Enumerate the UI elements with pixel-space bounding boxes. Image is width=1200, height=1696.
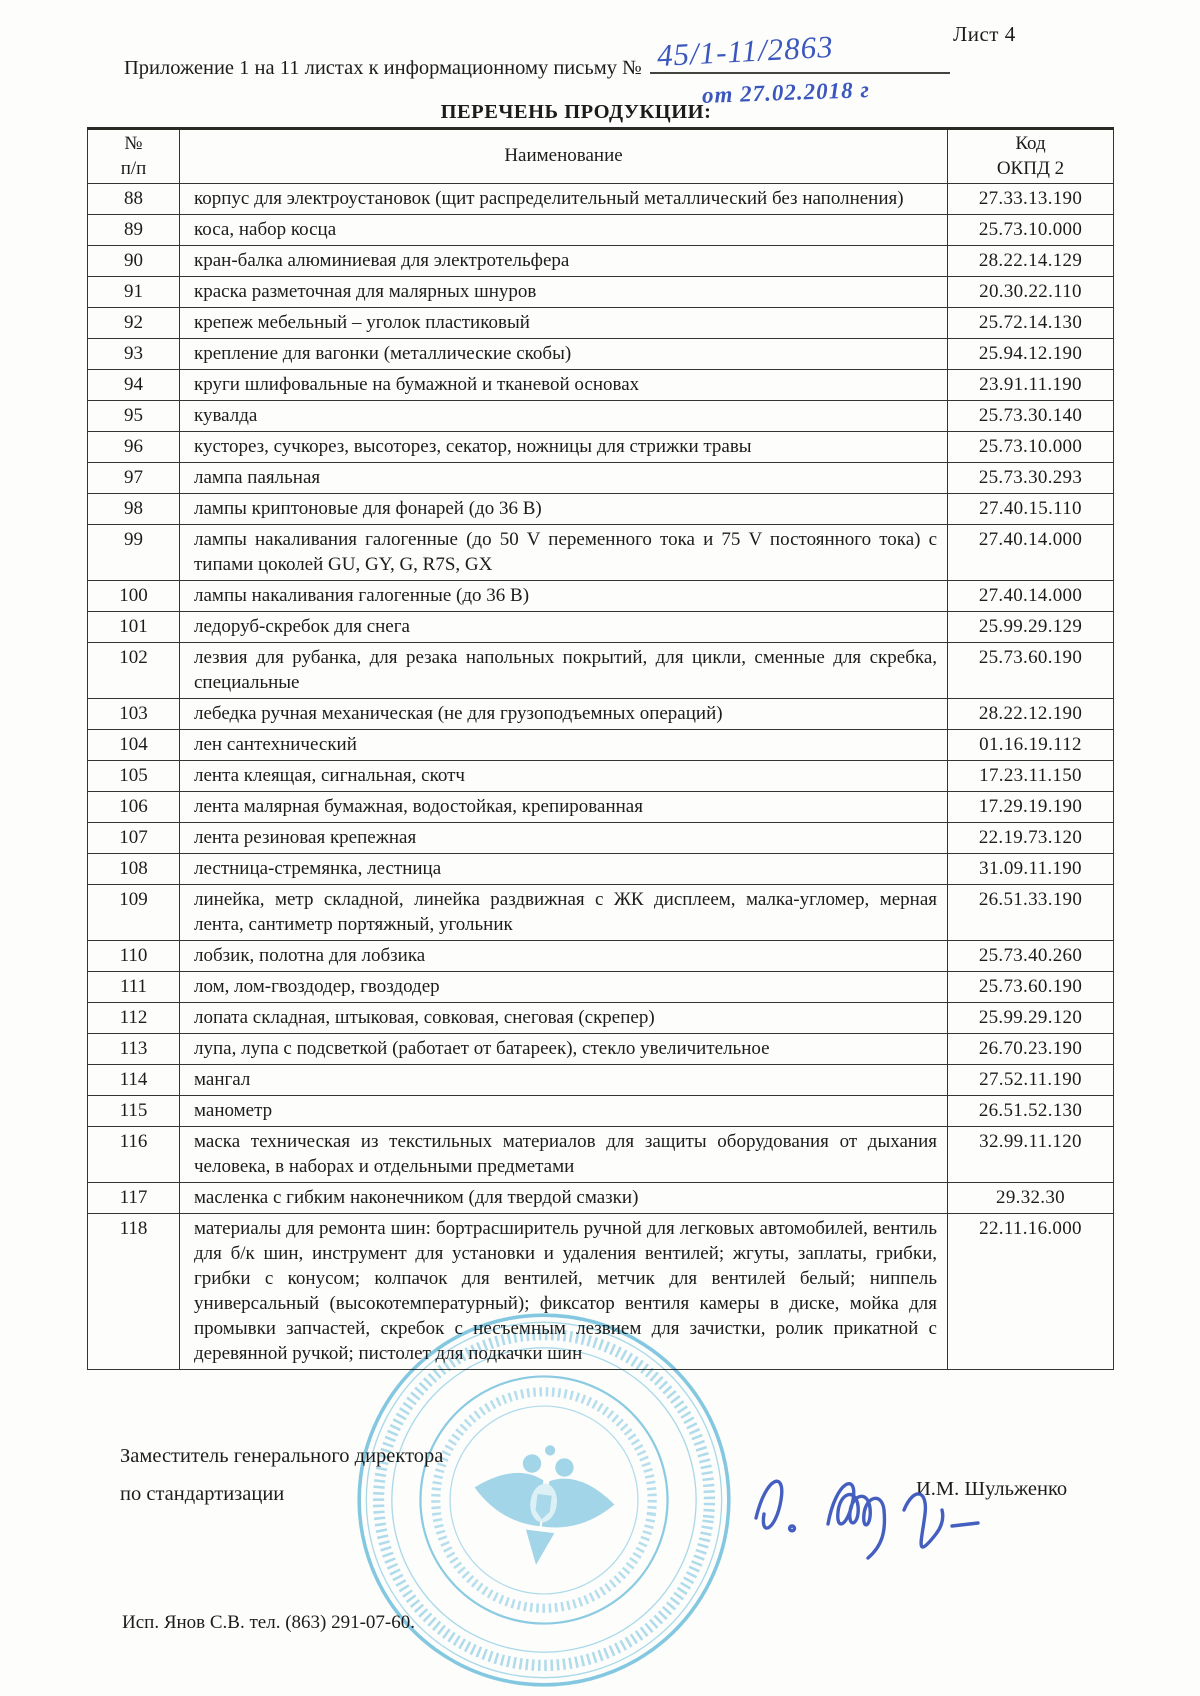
table-row bbox=[88, 1183, 1114, 1214]
handwritten-date: от 27.02.2018 г bbox=[701, 77, 871, 108]
signer-name: И.М. Шульженко bbox=[916, 1478, 1068, 1500]
row-number: 118 bbox=[88, 1214, 180, 1370]
row-number: 102 bbox=[88, 643, 180, 699]
table-row bbox=[88, 432, 1114, 463]
row-okpd-code: 01.16.19.112 bbox=[948, 730, 1114, 761]
row-number: 96 bbox=[88, 432, 180, 463]
row-number: 100 bbox=[88, 581, 180, 612]
row-name: лебедка ручная механическая (не для грузоподъемных операций) bbox=[180, 699, 948, 730]
row-name: лопата складная, штыковая, совковая, снеговая (скрепер) bbox=[180, 1003, 948, 1034]
row-name: корпус для электроустановок (щит распределительный металлический без наполнения) bbox=[180, 184, 948, 215]
row-okpd-code: 31.09.11.190 bbox=[948, 854, 1114, 885]
table-row bbox=[88, 761, 1114, 792]
row-okpd-code: 25.73.30.293 bbox=[948, 463, 1114, 494]
row-number: 113 bbox=[88, 1034, 180, 1065]
row-number: 110 bbox=[88, 941, 180, 972]
table-row bbox=[88, 494, 1114, 525]
row-number: 89 bbox=[88, 215, 180, 246]
table-row bbox=[88, 792, 1114, 823]
row-okpd-code: 25.73.40.260 bbox=[948, 941, 1114, 972]
table-row bbox=[88, 612, 1114, 643]
table-row bbox=[88, 308, 1114, 339]
row-okpd-code: 28.22.12.190 bbox=[948, 699, 1114, 730]
row-number: 98 bbox=[88, 494, 180, 525]
table-row bbox=[88, 401, 1114, 432]
table-row bbox=[88, 463, 1114, 494]
row-okpd-code: 26.51.52.130 bbox=[948, 1096, 1114, 1127]
row-number: 116 bbox=[88, 1127, 180, 1183]
row-number: 94 bbox=[88, 370, 180, 401]
row-name: маска техническая из текстильных материалов для защиты оборудования от дыхания человека, в наборах и отдельными предметами bbox=[180, 1127, 948, 1183]
row-name: круги шлифовальные на бумажной и тканевой основах bbox=[180, 370, 948, 401]
row-name: кувалда bbox=[180, 401, 948, 432]
row-number: 99 bbox=[88, 525, 180, 581]
table-row bbox=[88, 1127, 1114, 1183]
row-number: 107 bbox=[88, 823, 180, 854]
row-number: 90 bbox=[88, 246, 180, 277]
header-name: Наименование bbox=[180, 129, 948, 184]
row-name: крепление для вагонки (металлические скобы) bbox=[180, 339, 948, 370]
row-name: лезвия для рубанка, для резака напольных покрытий, для цикли, сменные для скребка, специальные bbox=[180, 643, 948, 699]
row-okpd-code: 29.32.30 bbox=[948, 1183, 1114, 1214]
row-name: мангал bbox=[180, 1065, 948, 1096]
table-row bbox=[88, 1065, 1114, 1096]
appendix-note bbox=[124, 28, 950, 80]
row-okpd-code: 25.73.10.000 bbox=[948, 215, 1114, 246]
row-number: 114 bbox=[88, 1065, 180, 1096]
row-number: 104 bbox=[88, 730, 180, 761]
table-row bbox=[88, 972, 1114, 1003]
row-number: 92 bbox=[88, 308, 180, 339]
row-okpd-code: 23.91.11.190 bbox=[948, 370, 1114, 401]
row-okpd-code: 28.22.14.129 bbox=[948, 246, 1114, 277]
row-name: лента клеящая, сигнальная, скотч bbox=[180, 761, 948, 792]
table-row bbox=[88, 1214, 1114, 1370]
letter-number-line bbox=[650, 28, 950, 74]
table-row bbox=[88, 885, 1114, 941]
document-title: ПЕРЕЧЕНЬ ПРОДУКЦИИ: bbox=[440, 101, 712, 123]
row-okpd-code: 26.51.33.190 bbox=[948, 885, 1114, 941]
table-row bbox=[88, 699, 1114, 730]
table-row bbox=[88, 730, 1114, 761]
row-okpd-code: 25.73.60.190 bbox=[948, 643, 1114, 699]
executor-contact: Исп. Янов С.В. тел. (863) 291-07-60. bbox=[122, 1612, 416, 1633]
row-number: 109 bbox=[88, 885, 180, 941]
row-name: лента резиновая крепежная bbox=[180, 823, 948, 854]
signer-title: Заместитель генерального директора по стандартизации bbox=[120, 1445, 444, 1505]
row-okpd-code: 17.29.19.190 bbox=[948, 792, 1114, 823]
row-name: лобзик, полотна для лобзика bbox=[180, 941, 948, 972]
product-table-body bbox=[88, 184, 1114, 1370]
row-name: материалы для ремонта шин: бортрасширитель ручной для легковых автомобилей, вентиль для б/к шин, инструмент для установки и удаления вентилей; жгуты, заплаты, грибки, грибки с конусом; колпачок для вентилей, метчик для вентилей белый; ниппель универсальный (высокотемпературный); фиксатор вентиля камеры в диске, мойка для промывки запчастей, скребок с несъемным лезвием для зачистки, ролик прикатной с деревянной ручкой; пистолет для подкачки шин bbox=[180, 1214, 948, 1370]
row-name: коса, набор косца bbox=[180, 215, 948, 246]
table-row bbox=[88, 246, 1114, 277]
row-okpd-code: 27.52.11.190 bbox=[948, 1065, 1114, 1096]
row-number: 97 bbox=[88, 463, 180, 494]
row-okpd-code: 27.40.15.110 bbox=[948, 494, 1114, 525]
row-okpd-code: 27.33.13.190 bbox=[948, 184, 1114, 215]
row-number: 88 bbox=[88, 184, 180, 215]
row-name: манометр bbox=[180, 1096, 948, 1127]
row-name: лампы криптоновые для фонарей (до 36 В) bbox=[180, 494, 948, 525]
handwritten-letter-number: 45/1-11/2863 bbox=[655, 28, 835, 74]
row-okpd-code: 27.40.14.000 bbox=[948, 581, 1114, 612]
table-row bbox=[88, 339, 1114, 370]
row-number: 117 bbox=[88, 1183, 180, 1214]
row-okpd-code: 25.73.60.190 bbox=[948, 972, 1114, 1003]
row-number: 101 bbox=[88, 612, 180, 643]
row-number: 91 bbox=[88, 277, 180, 308]
row-name: масленка с гибким наконечником (для твердой смазки) bbox=[180, 1183, 948, 1214]
row-name: крепеж мебельный – уголок пластиковый bbox=[180, 308, 948, 339]
table-row bbox=[88, 525, 1114, 581]
row-okpd-code: 25.94.12.190 bbox=[948, 339, 1114, 370]
row-name: краска разметочная для малярных шнуров bbox=[180, 277, 948, 308]
row-okpd-code: 17.23.11.150 bbox=[948, 761, 1114, 792]
table-row bbox=[88, 215, 1114, 246]
header-code: Код ОКПД 2 bbox=[948, 129, 1114, 184]
row-number: 103 bbox=[88, 699, 180, 730]
row-name: лен сантехнический bbox=[180, 730, 948, 761]
row-number: 95 bbox=[88, 401, 180, 432]
table-row bbox=[88, 370, 1114, 401]
row-number: 108 bbox=[88, 854, 180, 885]
table-row bbox=[88, 581, 1114, 612]
double-headed-eagle-icon bbox=[466, 1437, 621, 1574]
row-okpd-code: 32.99.11.120 bbox=[948, 1127, 1114, 1183]
row-okpd-code: 27.40.14.000 bbox=[948, 525, 1114, 581]
row-name: кусторез, сучкорез, высоторез, секатор, ножницы для стрижки травы bbox=[180, 432, 948, 463]
row-okpd-code: 25.73.10.000 bbox=[948, 432, 1114, 463]
row-name: лупа, лупа с подсветкой (работает от батареек), стекло увеличительное bbox=[180, 1034, 948, 1065]
table-row bbox=[88, 823, 1114, 854]
sheet-number: Лист 4 bbox=[953, 22, 1016, 46]
row-name: лампы накаливания галогенные (до 50 V переменного тока и 75 V постоянного тока) с типами цоколей GU, GY, G, R7S, GX bbox=[180, 525, 948, 581]
row-okpd-code: 25.99.29.120 bbox=[948, 1003, 1114, 1034]
row-okpd-code: 22.11.16.000 bbox=[948, 1214, 1114, 1370]
row-okpd-code: 25.73.30.140 bbox=[948, 401, 1114, 432]
row-number: 105 bbox=[88, 761, 180, 792]
row-name: лента малярная бумажная, водостойкая, крепированная bbox=[180, 792, 948, 823]
row-number: 111 bbox=[88, 972, 180, 1003]
table-row bbox=[88, 854, 1114, 885]
table-row bbox=[88, 1003, 1114, 1034]
table-row bbox=[88, 1096, 1114, 1127]
row-number: 115 bbox=[88, 1096, 180, 1127]
row-number: 112 bbox=[88, 1003, 180, 1034]
table-row bbox=[88, 941, 1114, 972]
table-row bbox=[88, 1034, 1114, 1065]
table-row bbox=[88, 643, 1114, 699]
row-okpd-code: 25.99.29.129 bbox=[948, 612, 1114, 643]
row-name: линейка, метр складной, линейка раздвижная с ЖК дисплеем, малка-угломер, мерная лента, сантиметр портяжный, угольник bbox=[180, 885, 948, 941]
header-num: № п/п bbox=[88, 129, 180, 184]
handwritten-signature bbox=[736, 1438, 1066, 1578]
row-name: кран-балка алюминиевая для электротельфера bbox=[180, 246, 948, 277]
product-table bbox=[87, 127, 1114, 1370]
row-number: 106 bbox=[88, 792, 180, 823]
row-okpd-code: 22.19.73.120 bbox=[948, 823, 1114, 854]
appendix-text: Приложение 1 на 11 листах к информационному письму № bbox=[124, 57, 642, 79]
table-row bbox=[88, 277, 1114, 308]
row-name: лом, лом-гвоздодер, гвоздодер bbox=[180, 972, 948, 1003]
row-okpd-code: 25.72.14.130 bbox=[948, 308, 1114, 339]
row-name: ледоруб-скребок для снега bbox=[180, 612, 948, 643]
table-row bbox=[88, 184, 1114, 215]
table-header-row bbox=[88, 129, 1114, 184]
row-name: лампа паяльная bbox=[180, 463, 948, 494]
row-name: лампы накаливания галогенные (до 36 В) bbox=[180, 581, 948, 612]
row-okpd-code: 26.70.23.190 bbox=[948, 1034, 1114, 1065]
row-name: лестница-стремянка, лестница bbox=[180, 854, 948, 885]
row-number: 93 bbox=[88, 339, 180, 370]
row-okpd-code: 20.30.22.110 bbox=[948, 277, 1114, 308]
